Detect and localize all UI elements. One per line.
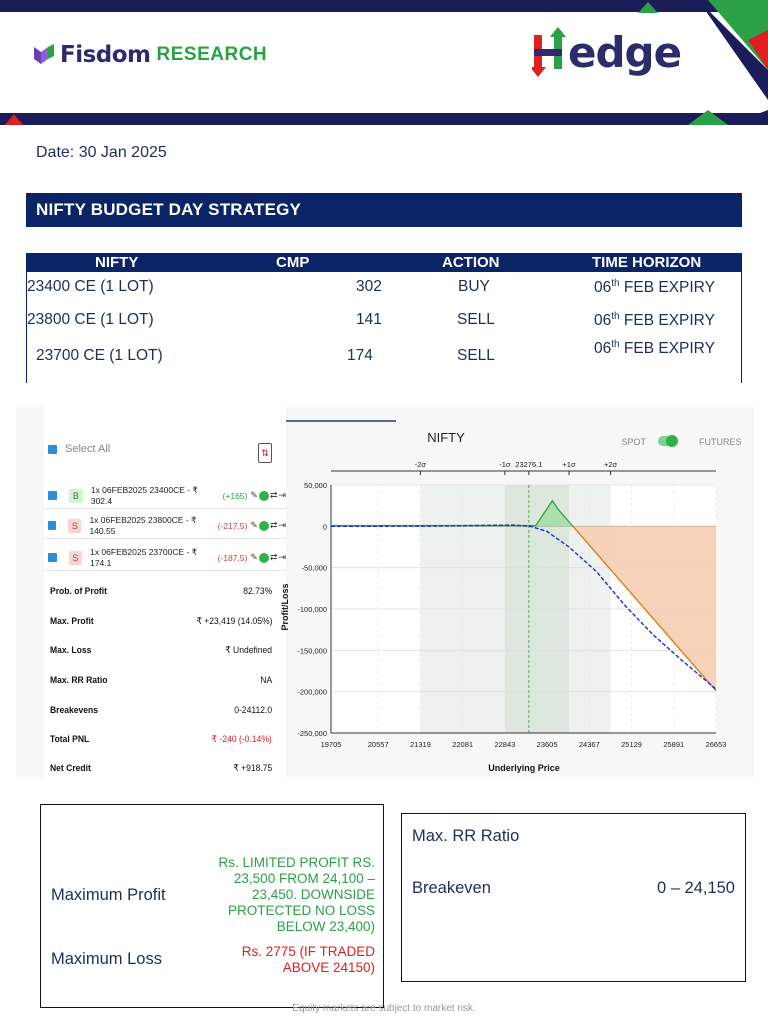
table-row (27, 307, 741, 337)
header-triangle-red-icon (4, 113, 24, 125)
leg-horizon: 06th FEB EXPIRY (594, 278, 715, 297)
sigma-label: +2σ (603, 460, 618, 469)
legs-table-header (27, 253, 741, 272)
y-axis-label: Profit/Loss (280, 583, 290, 631)
x-tick-label: 21319 (410, 740, 431, 749)
disclaimer: Equity markets are subject to market risk. (292, 1003, 476, 1014)
rr-label: Max. RR Ratio (412, 827, 520, 845)
report-date: Date: 30 Jan 2025 (36, 144, 167, 161)
header-triangle-green-icon (636, 0, 660, 14)
header-corner-decoration (688, 0, 768, 125)
sort-icon[interactable]: ⇅ (258, 443, 272, 463)
sell-badge: S (69, 551, 82, 565)
profit-loss-box (40, 804, 384, 1008)
position-change: (+165) (222, 490, 248, 501)
leg-name: 23400 CE (1 LOT) (27, 278, 154, 295)
x-tick-label: 23605 (536, 740, 558, 749)
position-desc: 1x 06FEB2025 23700CE - ₹ 174.1 (90, 547, 198, 568)
toggle-label-futures: FUTURES (699, 437, 742, 447)
position-desc: 1x 06FEB2025 23800CE - ₹ 140.55 (89, 515, 197, 536)
sigma-label: 23276.1 (515, 460, 543, 469)
payoff-screenshot (16, 407, 754, 777)
col-header-time-horizon: TIME HORIZON (592, 254, 702, 271)
x-tick-label: 19705 (320, 740, 342, 749)
x-tick-label: 20557 (367, 740, 389, 749)
y-tick-label: -250,000 (297, 729, 327, 738)
swap-icon[interactable]: ⇄ (269, 520, 278, 530)
y-tick-label: 50,000 (304, 481, 327, 490)
rr-breakeven-box (401, 813, 746, 982)
sigma-label: -1σ (499, 460, 511, 469)
exit-icon[interactable]: ⇥ (278, 520, 286, 530)
hedge-logo-icon (532, 27, 566, 77)
y-tick-label: -200,000 (297, 687, 327, 697)
position-change: (-187.5) (217, 552, 248, 563)
leg-cmp: 174 (347, 347, 373, 364)
col-header-cmp: CMP (276, 254, 310, 271)
max-profit-value: Rs. LIMITED PROFIT RS. 23,500 FROM 24,100 – 23,450. DOWNSIDE PROTECTED NO LOSS BELOW 23,400) (218, 855, 375, 934)
col-header-action: ACTION (442, 254, 500, 271)
y-tick-label: -150,000 (297, 646, 327, 656)
sell-badge: S (68, 519, 81, 533)
edit-icon[interactable]: ✎ (250, 552, 258, 562)
brand-sub: RESEARCH (156, 44, 268, 65)
sigma-label: +1σ (562, 460, 576, 469)
max-profit-label: Maximum Profit (51, 886, 166, 904)
stat-max-loss: Max. Loss ₹ Undefined (50, 645, 272, 656)
y-tick-label: -100,000 (297, 605, 327, 614)
x-tick-label: 25129 (621, 740, 642, 749)
breakeven-value: 0 – 24,150 (657, 879, 735, 897)
fisdom-logo-icon (34, 44, 54, 66)
x-tick-label: 25891 (663, 740, 685, 749)
buy-badge: B (69, 489, 83, 503)
sigma-label: -2σ (414, 460, 427, 469)
breakeven-label: Breakeven (412, 879, 491, 897)
position-change: (-217.5) (217, 520, 248, 531)
hedge-text: edge (568, 27, 682, 77)
stat-max-profit: Max. Profit ₹ +23,419 (14.05%) (50, 616, 272, 627)
y-tick-label: -50,000 (301, 563, 327, 573)
leg-name: 23700 CE (1 LOT) (36, 347, 163, 364)
swap-icon[interactable]: ⇄ (269, 490, 278, 500)
x-tick-label: 22081 (452, 740, 474, 749)
stat-net-credit: Net Credit ₹ +918.75 (50, 763, 272, 774)
edit-icon[interactable]: ✎ (250, 520, 258, 530)
x-axis-label: Underlying Price (488, 763, 560, 773)
legs-table (26, 253, 742, 383)
toggle-label-spot: SPOT (621, 437, 646, 447)
x-tick-label: 24367 (578, 740, 600, 749)
edit-icon[interactable]: ✎ (250, 490, 258, 500)
leg-name: 23800 CE (1 LOT) (27, 311, 154, 328)
stat-prob-profit: Prob. of Profit 82.73% (50, 586, 272, 597)
select-all-label: Select All (65, 443, 111, 455)
table-row (27, 274, 741, 304)
header-bottom-bar (0, 113, 768, 125)
chart-title: NIFTY (427, 430, 465, 445)
x-tick-label: 22843 (494, 740, 516, 749)
max-loss-label: Maximum Loss (51, 950, 162, 968)
leg-action: BUY (458, 278, 490, 295)
leg-horizon: 06th FEB EXPIRY (594, 311, 715, 330)
swap-icon[interactable]: ⇄ (269, 552, 278, 562)
table-row (27, 341, 741, 371)
leg-cmp: 141 (356, 311, 382, 328)
stat-total-pnl: Total PNL ₹ -240 (-0.14%) (50, 734, 272, 745)
toggle-knob[interactable] (666, 435, 678, 447)
col-header-nifty: NIFTY (95, 254, 139, 271)
brand-name: Fisdom (60, 42, 151, 68)
exit-icon[interactable]: ⇥ (278, 490, 286, 500)
leg-action: SELL (457, 311, 495, 328)
max-loss-value: Rs. 2775 (IF TRADED ABOVE 24150) (241, 944, 375, 975)
leg-cmp: 302 (356, 278, 382, 295)
strategy-title: NIFTY BUDGET DAY STRATEGY (26, 193, 742, 227)
y-tick-label: 0 (322, 522, 327, 532)
x-tick-label: 26653 (705, 740, 727, 749)
exit-icon[interactable]: ⇥ (278, 552, 286, 562)
fisdom-brand (34, 40, 267, 70)
stat-max-rr: Max. RR Ratio NA (50, 675, 272, 686)
hedge-brand (532, 26, 681, 78)
leg-action: SELL (457, 347, 495, 364)
leg-horizon: 06th FEB EXPIRY (594, 339, 715, 358)
stat-breakevens: Breakevens 0-24112.0 (50, 705, 272, 716)
payoff-chart (16, 407, 754, 777)
position-desc: 1x 06FEB2025 23400CE - ₹ 302.4 (90, 485, 198, 506)
